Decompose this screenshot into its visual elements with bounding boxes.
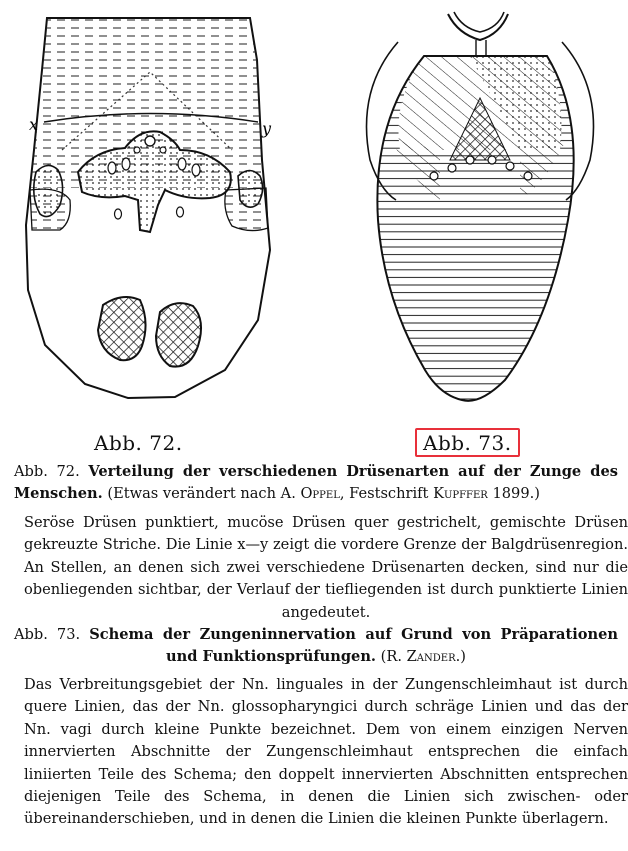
figure-label-72: Abb. 72.: [94, 431, 183, 455]
caption-72-note-end: 1899.): [492, 485, 540, 503]
caption-72-note-honoree: Kupffer: [433, 485, 488, 503]
caption-72-prefix: Abb. 72.: [14, 463, 80, 480]
marker-x: x: [29, 115, 39, 134]
tongue-diagram-73: [367, 12, 594, 406]
caption-72: [14, 461, 618, 506]
caption-72-note-mid: , Festschrift: [339, 485, 429, 503]
caption-73: [14, 624, 618, 669]
caption-73-note-start: (R.: [380, 648, 402, 666]
caption-73-prefix: Abb. 73.: [14, 626, 81, 643]
figure-label-73: Abb. 73.: [415, 428, 520, 457]
caption-72-note-author: Oppel: [300, 485, 340, 503]
caption-72-title: Verteilung der verschiedenen Drüsenarten auf der Zunge des Menschen.: [14, 463, 619, 503]
caption-73-title: Schema der Zungeninnervation auf Grund von Präparationen und Funktionsprüfungen.: [89, 626, 618, 666]
caption-72-note-start: (Etwas verändert nach A.: [107, 485, 296, 503]
tongue-diagram-72: [26, 18, 272, 398]
caption-73-note-author: Zander: [406, 648, 456, 666]
caption-73-text: Das Verbreitungsgebiet der Nn. linguales in der Zungenschleimhaut ist durch quere Linien, das der Nn. glossopharyngici durch schräge Linien und das der Nn. vagi durch kleine Punkte bezeichnet. Dem von einem einzigen Nerven innervierten Abschnitte der Zungenschleimhaut entsprechen die einfach liniierten Teile des Schema; den doppelt innervierten Abschnitten entsprechen diejenigen Teile des Schema, in denen die Linien sich zwischen- oder übereinanderschieben, und in denen die Linien die kleinen Punkte überlagern.: [24, 676, 628, 828]
caption-72-text: Seröse Drüsen punktiert, mucöse Drüsen quer gestrichelt, gemischte Drüsen gekreuzte Striche. Die Linie x—y zeigt die vordere Grenze der Balgdrüsenregion. An Stellen, an denen sich zwei verschiedene Drüsenarten decken, sind nur die obenliegenden sichtbar, der Verlauf der tiefliegenden ist durch punktierte Linien angedeutet.: [24, 514, 628, 621]
marker-y: y: [262, 119, 272, 138]
caption-73-note-end: .): [455, 648, 466, 666]
